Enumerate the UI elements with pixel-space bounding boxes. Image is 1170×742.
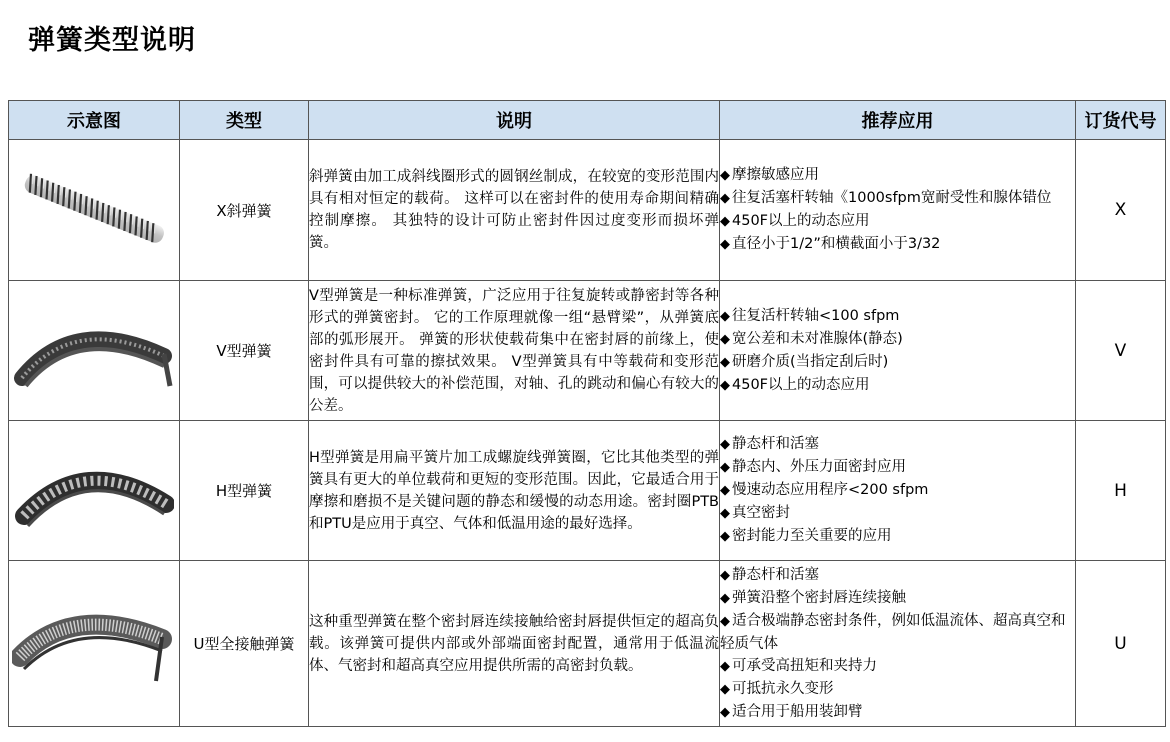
applications-cell [720, 281, 1076, 421]
header-order-code: 订货代号 [1076, 101, 1166, 140]
application-item: ◆ 往复活杆转轴<100 sfpm [720, 305, 1075, 328]
page-title: 弹簧类型说明 [28, 25, 196, 56]
type-cell: X斜弹簧 [180, 140, 309, 281]
image-cell [9, 561, 180, 727]
image-cell [9, 140, 180, 281]
application-item: ◆ 摩擦敏感应用 [720, 164, 1075, 187]
v-spring-image [14, 306, 174, 396]
application-item: ◆ 宽公差和未对准腺体(静态) [720, 328, 1075, 351]
application-item: ◆ 慢速动态应用程序<200 sfpm [720, 479, 1075, 502]
header-image: 示意图 [9, 101, 180, 140]
image-cell [9, 421, 180, 561]
table-row [9, 561, 1166, 727]
table-row [9, 281, 1166, 421]
application-item: ◆ 可抵抗永久变形 [720, 678, 1075, 701]
order-code-cell: V [1076, 281, 1166, 421]
application-item: ◆ 适合用于船用装卸臂 [720, 701, 1075, 724]
header-applications: 推荐应用 [720, 101, 1076, 140]
image-cell [9, 281, 180, 421]
coil-spring-image [14, 170, 174, 250]
application-item: ◆ 适合极端静态密封条件，例如低温流体、超高真空和轻质气体 [720, 610, 1075, 655]
description-cell: V型弹簧是一种标准弹簧，广泛应用于往复旋转或静密封等各种形式的弹簧密封。 它的工作原理就像一组“悬臂梁”，从弹簧底部的弧形展开。 弹簧的形状使载荷集中在密封唇的前缘上，使密封件具有可靠的擦拭效果。 V型弹簧具有中等载荷和变形范围，可以提供较大的补偿范围，对轴、孔的跳动和偏心有较大的公差。 [309, 281, 720, 421]
application-item: ◆ 静态杆和活塞 [720, 433, 1075, 456]
application-item: ◆ 450F以上的动态应用 [720, 374, 1075, 397]
description-cell: 斜弹簧由加工成斜线圈形式的圆钢丝制成，在较宽的变形范围内具有相对恒定的载荷。 这样可以在密封件的使用寿命期间精确控制摩擦。 其独特的设计可防止密封件因过度变形而损坏弹簧。 [309, 140, 720, 281]
applications-cell [720, 561, 1076, 727]
application-item: ◆ 静态杆和活塞 [720, 564, 1075, 587]
application-item: ◆ 密封能力至关重要的应用 [720, 525, 1075, 548]
table-header-row [9, 101, 1166, 140]
header-description: 说明 [309, 101, 720, 140]
order-code-cell: X [1076, 140, 1166, 281]
order-code-cell: U [1076, 561, 1166, 727]
header-type: 类型 [180, 101, 309, 140]
type-cell: U型全接触弹簧 [180, 561, 309, 727]
application-item: ◆ 往复活塞杆转轴《1000sfpm宽耐受性和腺体错位 [720, 187, 1075, 210]
h-spring-image [14, 446, 174, 536]
application-item: ◆ 真空密封 [720, 502, 1075, 525]
application-item: ◆ 可承受高扭矩和夹持力 [720, 655, 1075, 678]
description-cell: H型弹簧是用扁平簧片加工成螺旋线弹簧圈，它比其他类型的弹簧具有更大的单位载荷和更短的变形范围。因此，它最适合用于摩擦和磨损不是关键问题的静态和缓慢的动态用途。密封圈PTB和PTU是应用于真空、气体和低温用途的最好选择。 [309, 421, 720, 561]
spring-type-table [8, 100, 1166, 727]
type-cell: H型弹簧 [180, 421, 309, 561]
application-item: ◆ 弹簧沿整个密封唇连续接触 [720, 587, 1075, 610]
application-item: ◆ 直径小于1/2”和横截面小于3/32 [720, 233, 1075, 256]
description-cell: 这种重型弹簧在整个密封唇连续接触给密封唇提供恒定的超高负载。该弹簧可提供内部或外部端面密封配置，通常用于低温流体、气密封和超高真空应用提供所需的高密封负载。 [309, 561, 720, 727]
application-item: ◆ 450F以上的动态应用 [720, 210, 1075, 233]
order-code-cell: H [1076, 421, 1166, 561]
application-item: ◆ 静态内、外压力面密封应用 [720, 456, 1075, 479]
table-row [9, 421, 1166, 561]
applications-cell [720, 421, 1076, 561]
application-item: ◆ 研磨介质(当指定刮后时) [720, 351, 1075, 374]
applications-cell [720, 140, 1076, 281]
u-spring-image [12, 599, 176, 689]
table-row [9, 140, 1166, 281]
type-cell: V型弹簧 [180, 281, 309, 421]
